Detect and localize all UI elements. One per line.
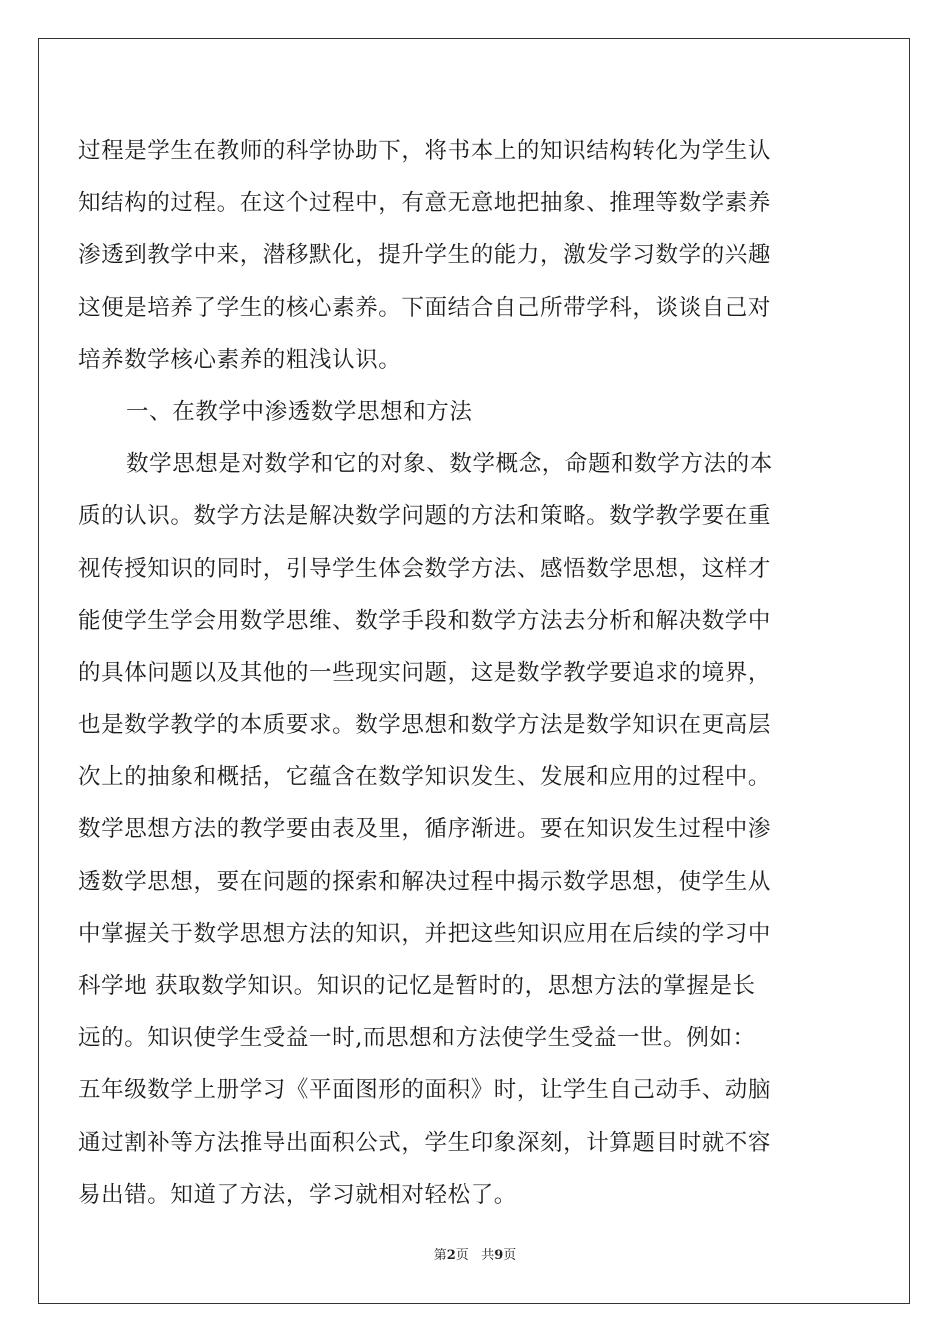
- text-line: 视传授知识的同时，引导学生体会数学方法、感悟数学思想，这样才: [78, 555, 772, 582]
- document-body: [78, 125, 838, 1221]
- text-line: 过程是学生在教师的科学协助下，将书本上的知识结构转化为学生认: [78, 138, 772, 164]
- text-line: 培养数学核心素养的粗浅认识。: [78, 346, 402, 373]
- text-line: 次上的抽象和概括，它蕴含在数学知识发生、发展和应用的过程中。: [78, 764, 772, 791]
- text-line: 知结构的过程。在这个过程中，有意无意地把抽象、推理等数学素养: [78, 190, 772, 217]
- text-line: 数学思想方法的教学要由表及里，循序渐进。要在知识发生过程中渗: [78, 816, 772, 843]
- text-line: 也是数学教学的本质要求。数学思想和数学方法是数学知识在更高层: [78, 712, 772, 739]
- text-line: 远的。知识使学生受益一时,而思想和方法使学生受益一世。例如：: [78, 1025, 756, 1052]
- text-line: 通过割补等方法推导出面积公式，学生印象深刻，计算题目时就不容: [78, 1129, 772, 1156]
- total-page-number: 9: [494, 1248, 504, 1263]
- text-line: 质的认识。数学方法是解决数学问题的方法和策略。数学教学要在重: [78, 503, 772, 530]
- text-line: 科学地 获取数学知识。知识的记忆是暂时的，思想方法的掌握是长: [78, 973, 756, 999]
- current-page-number: 2: [446, 1248, 456, 1263]
- footer-total-prefix: 共: [481, 1248, 495, 1263]
- text-line: 数学思想是对数学和它的对象、数学概念，命题和数学方法的本: [126, 451, 773, 478]
- text-line: 中掌握关于数学思想方法的知识，并把这些知识应用在后续的学习中: [78, 920, 772, 947]
- footer-total-suffix: 页: [503, 1248, 517, 1263]
- text-line: 渗透到教学中来，潜移默化，提升学生的能力，激发学习数学的兴趣: [78, 242, 772, 269]
- footer-page-word: 页: [455, 1248, 469, 1263]
- text-line: 这便是培养了学生的核心素养。下面结合自己所带学科，谈谈自己对: [78, 294, 772, 321]
- text-line: 的具体问题以及其他的一些现实问题，这是数学教学要追求的境界，: [78, 659, 772, 686]
- page-number-footer: [0, 1244, 950, 1263]
- footer-prefix: 第: [433, 1248, 447, 1263]
- text-line: 能使学生学会用数学思维、数学手段和数学方法去分析和解决数学中: [78, 607, 772, 634]
- text-line: 五年级数学上册学习《平面图形的面积》时，让学生自己动手、动脑: [78, 1077, 772, 1104]
- text-line: 透数学思想，要在问题的探索和解决过程中揭示数学思想，使学生从: [78, 868, 772, 895]
- text-line: 易出错。知道了方法，学习就相对轻松了。: [78, 1181, 517, 1208]
- text-line: 一、在教学中渗透数学思想和方法: [126, 398, 473, 425]
